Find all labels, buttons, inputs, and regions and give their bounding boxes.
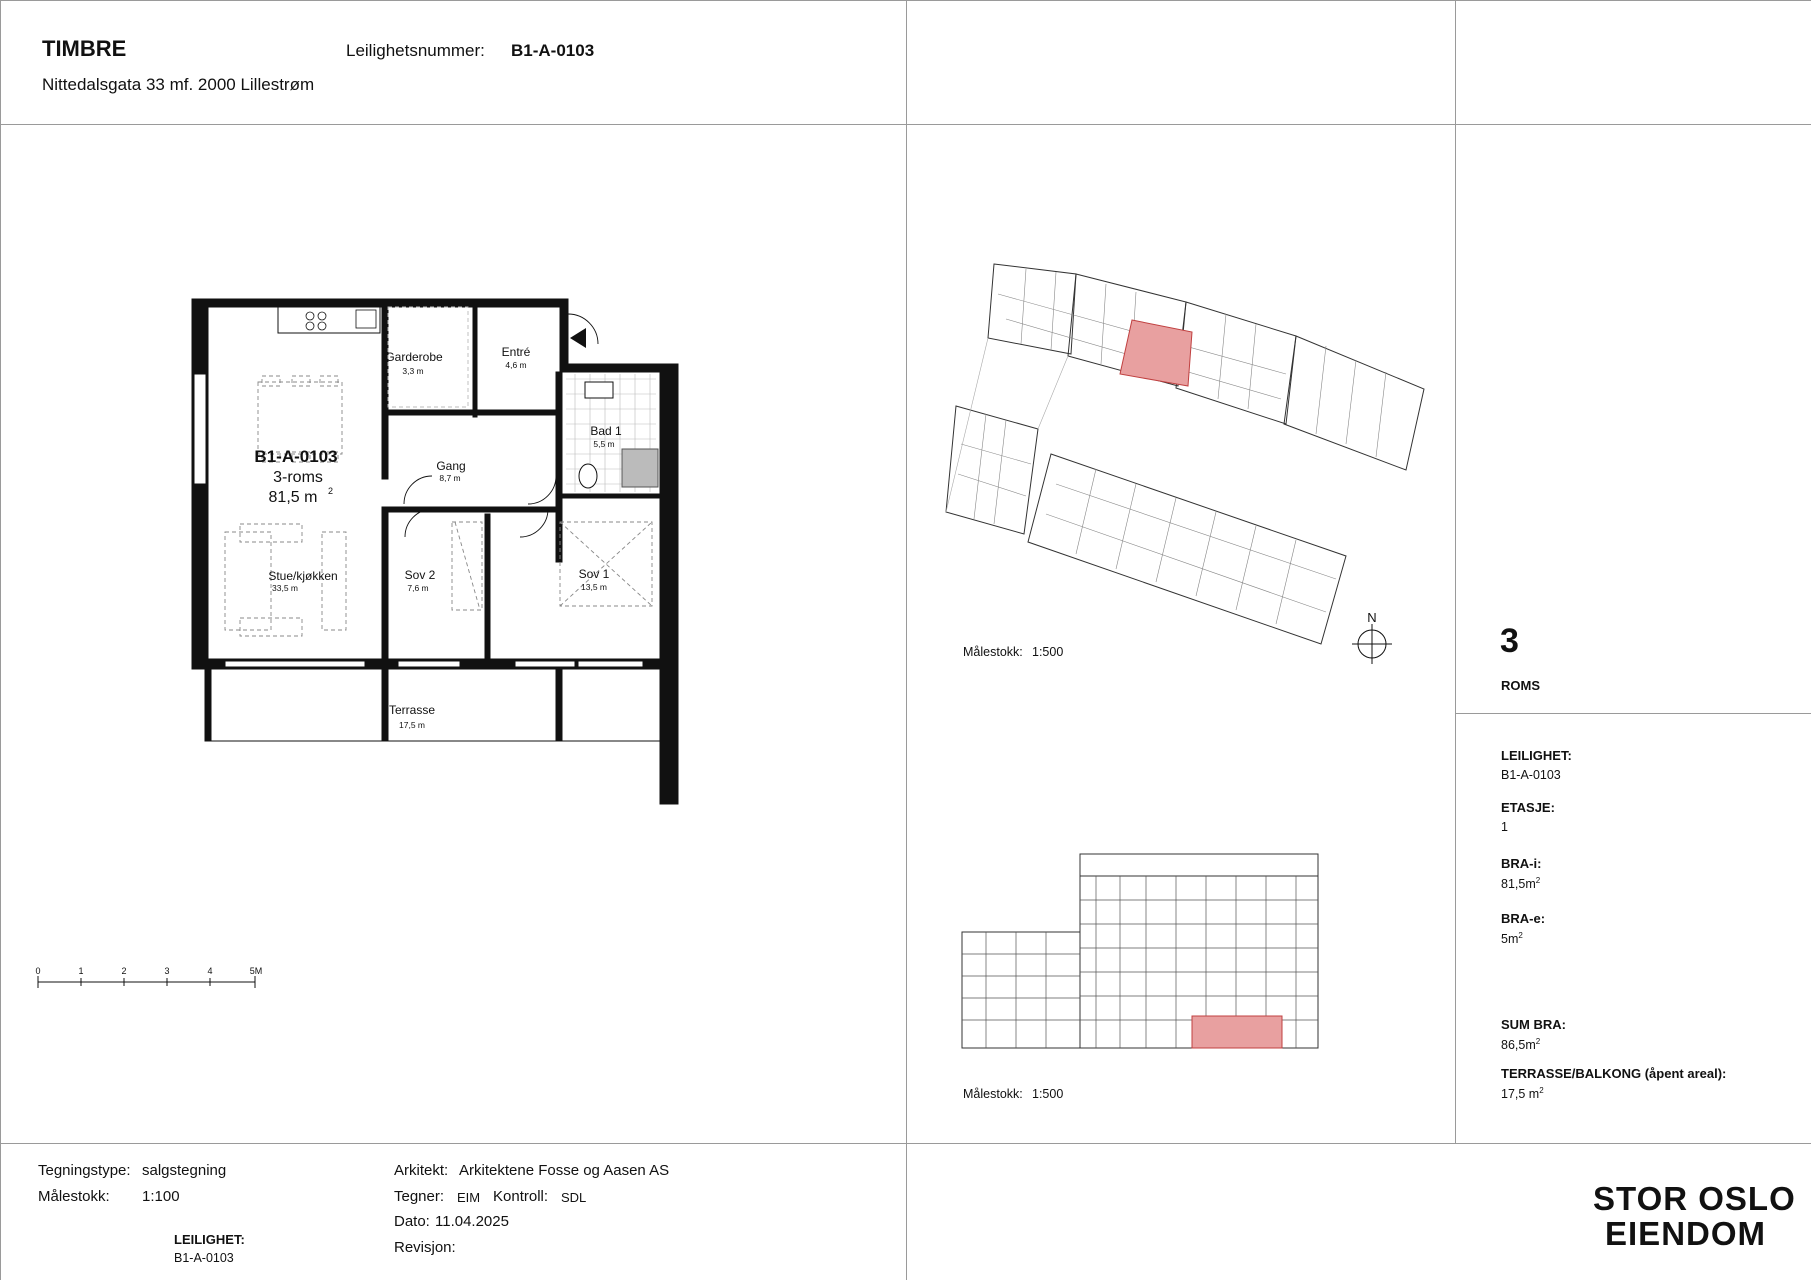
unit-type: 3-roms <box>273 469 323 486</box>
unit-id: B1-A-0103 <box>254 447 338 466</box>
info-bra-i-value-row <box>1501 876 1540 891</box>
room-area-stue: 33,5 m <box>272 583 298 593</box>
info-terrace-label: TERRASSE/BALKONG (åpent areal): <box>1501 1066 1727 1081</box>
wall-north-east <box>560 299 568 364</box>
info-floor-label: ETASJE: <box>1501 800 1555 815</box>
footer-date: 11.04.2025 <box>435 1213 509 1230</box>
site-plan <box>906 124 1455 1143</box>
footer-revision-label: Revisjon: <box>394 1239 456 1256</box>
room-area-sov1: 13,5 m <box>581 582 607 592</box>
scale-tick-2: 2 <box>121 966 127 976</box>
logo-line-2: EIENDOM <box>1605 1215 1767 1252</box>
room-label-sov1: Sov 1 <box>578 567 610 581</box>
info-bra-e-label: BRA-e: <box>1501 911 1546 926</box>
room-area-entre: 4,6 m <box>505 360 527 370</box>
scale-tick-3: 3 <box>164 966 170 976</box>
info-sum-bra-sup: 2 <box>1535 1037 1541 1046</box>
scale-tick-1: 1 <box>78 966 84 976</box>
info-bra-i-sup: 2 <box>1535 876 1541 885</box>
info-bra-i-label: BRA-i: <box>1501 856 1542 871</box>
room-area-terrasse: 17,5 m <box>399 720 425 730</box>
room-area-bad: 5,5 m <box>593 439 615 449</box>
facade-scale-value: 1:500 <box>1032 1087 1064 1101</box>
floor-plan <box>0 124 906 1143</box>
room-label-terrasse: Terrasse <box>388 703 436 717</box>
footer-date-label: Dato: <box>394 1213 430 1230</box>
info-bra-e-sup: 2 <box>1518 931 1523 940</box>
apartment-number-label: Leilighetsnummer: <box>346 41 485 60</box>
info-terrace-value: 17,5 m <box>1501 1087 1540 1102</box>
info-sum-bra-value-row <box>1501 1037 1540 1052</box>
facade-scale-label: Målestokk: <box>963 1087 1023 1101</box>
info-sum-bra-label: SUM BRA: <box>1501 1017 1566 1032</box>
site-scale-label: Målestokk: <box>963 645 1023 659</box>
info-terrace-value-row <box>1501 1086 1544 1101</box>
footer-drawing-type: salgstegning <box>142 1162 227 1179</box>
col-divider-2 <box>1455 0 1456 1143</box>
north-arrow-icon <box>1352 624 1392 664</box>
scale-tick-0: 0 <box>35 966 41 976</box>
room-area-garderobe: 3,3 m <box>402 366 424 376</box>
info-bra-e-value-row <box>1501 931 1523 946</box>
project-title: TIMBRE <box>42 36 127 61</box>
footer-apartment-value: B1-A-0103 <box>174 1251 234 1265</box>
wall-east <box>660 364 678 804</box>
site-scale-value: 1:500 <box>1032 645 1064 659</box>
info-bra-e-value: 5m <box>1501 932 1519 947</box>
site-highlight <box>1120 320 1192 386</box>
room-label-garderobe: Garderobe <box>385 350 443 364</box>
footer-control: SDL <box>561 1190 587 1205</box>
wall-north <box>192 299 567 307</box>
room-label-entre: Entré <box>501 345 531 359</box>
north-label: N <box>1367 610 1377 625</box>
footer-architect-label: Arkitekt: <box>394 1162 449 1179</box>
room-area-gang: 8,7 m <box>439 473 461 483</box>
footer-architect: Arkitektene Fosse og Aasen AS <box>459 1162 670 1179</box>
facade-highlight <box>1192 1016 1282 1048</box>
footer-scale-label: Målestokk: <box>38 1188 110 1205</box>
rooms-count: 3 <box>1500 622 1519 660</box>
info-bra-i-value: 81,5m <box>1501 877 1536 892</box>
scale-bar <box>38 976 255 988</box>
rooms-label: ROMS <box>1501 678 1540 693</box>
room-label-gang: Gang <box>436 459 466 473</box>
info-apartment-label: LEILIGHET: <box>1501 748 1572 763</box>
footer-apartment-label: LEILIGHET: <box>174 1232 245 1247</box>
svg-text:2: 2 <box>328 486 334 496</box>
footer-drawer-label: Tegner: <box>394 1188 445 1205</box>
apartment-number: B1-A-0103 <box>511 41 595 60</box>
info-terrace-sup: 2 <box>1539 1086 1544 1095</box>
unit-area: 81,5 m <box>268 489 318 506</box>
scale-tick-4: 4 <box>207 966 213 976</box>
room-label-bad: Bad 1 <box>590 424 622 438</box>
info-divider <box>1455 713 1811 714</box>
project-address: Nittedalsgata 33 mf. 2000 Lillestrøm <box>42 75 315 94</box>
footer-drawer: EIM <box>457 1190 481 1205</box>
room-label-sov2: Sov 2 <box>404 568 436 582</box>
footer-drawing-type-label: Tegningstype: <box>38 1162 131 1179</box>
logo-line-1: STOR OSLO <box>1593 1180 1796 1217</box>
info-apartment-value: B1-A-0103 <box>1501 768 1561 782</box>
info-floor-value: 1 <box>1501 820 1508 834</box>
scale-tick-5: 5M <box>249 966 263 976</box>
room-label-stue: Stue/kjøkken <box>268 569 338 583</box>
room-area-sov2: 7,6 m <box>407 583 429 593</box>
info-sum-bra-value: 86,5m <box>1501 1038 1536 1053</box>
footer-control-label: Kontroll: <box>493 1188 549 1205</box>
footer-scale: 1:100 <box>142 1188 180 1205</box>
